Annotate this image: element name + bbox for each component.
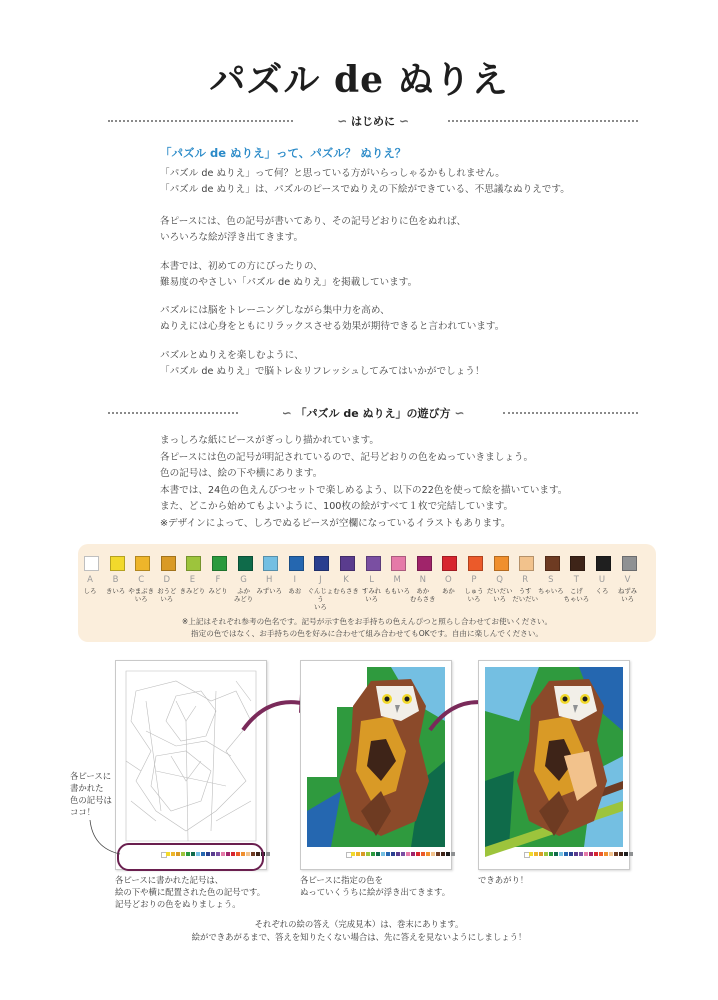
mini-color-swatch (371, 852, 375, 856)
color-name: しろ (83, 587, 97, 595)
color-swatch (545, 556, 560, 571)
intro-paragraph: 各ピースには、色の記号が書いてあり、その記号どおりに色をぬれば、 いろいろな絵が浮き出てきます。 (160, 216, 467, 243)
color-name: みずいろ (256, 587, 282, 595)
mini-color-swatch (376, 852, 380, 856)
color-swatch (417, 556, 432, 571)
flourish-icon: ∽ (337, 114, 348, 128)
step3-panel (478, 660, 630, 870)
color-name: あお (288, 587, 302, 595)
step2-caption: 各ピースに指定の色を ぬっていくうちに絵が浮き出てきます。 (300, 875, 451, 897)
color-swatch (622, 556, 637, 571)
step3-caption: できあがり！ (478, 875, 529, 885)
color-name: あか (442, 587, 455, 595)
intro-paragraph: パズルには脳をトレーニングしながら集中力を高め、 ぬりえには心身をともにリラックスさせる効果が期待できると言われています。 (160, 305, 505, 332)
color-name: あか むらさき (410, 587, 436, 603)
flourish-icon: ∽ (281, 406, 292, 420)
color-letter: A (87, 575, 93, 585)
color-letter: K (343, 575, 349, 585)
intro-paragraph: 本書では、初めての方にぴったりの、 難易度のやさしい「パズル de ぬりえ」を掲載しています。 (160, 261, 418, 288)
color-letter: B (112, 575, 119, 585)
color-letter: R (522, 575, 529, 585)
intro-paragraph: 「パズル de ぬりえ」って何？と思っている方がいらっしゃるかもしれません。 「パズル de ぬりえ」は、パズルのピースでぬりえの下絵ができている、不思議なぬりえです。 (160, 168, 570, 195)
color-name: きみどり (179, 587, 206, 595)
flourish-icon: ∽ (454, 406, 465, 420)
mini-color-swatch (361, 852, 365, 856)
color-name: くろ (595, 587, 609, 595)
mini-color-swatch (391, 852, 395, 856)
mini-color-swatch (554, 852, 558, 856)
mini-color-swatch (589, 852, 593, 856)
step1-caption: 各ピースに書かれた記号は、 絵の下や横に配置された色の記号です。 記号どおりの色をぬりましょう。 (115, 875, 266, 909)
mini-color-swatch (396, 852, 400, 856)
color-name: ちゃいろ (538, 587, 564, 595)
mini-color-swatch (584, 852, 588, 856)
color-swatch (314, 556, 329, 571)
color-name: おうど いろ (157, 587, 177, 603)
color-swatch (186, 556, 201, 571)
color-letter: O (445, 575, 452, 585)
color-letter: D (163, 575, 171, 585)
mini-color-swatch (624, 852, 628, 856)
color-swatch (340, 556, 355, 571)
mini-color-swatch (406, 852, 410, 856)
mini-color-swatch (534, 852, 538, 856)
color-letter: N (419, 575, 426, 585)
mini-color-swatch (266, 852, 270, 856)
color-name: むらさき (333, 587, 359, 595)
mini-color-swatch (529, 852, 533, 856)
color-letter: H (265, 575, 273, 585)
color-name: ふか みどり (234, 587, 254, 603)
color-swatch (238, 556, 253, 571)
color-name: うす だいだい (512, 587, 538, 603)
mini-color-swatch (366, 852, 370, 856)
color-swatch (263, 556, 278, 571)
mini-color-swatch (401, 852, 405, 856)
mini-color-swatch (544, 852, 548, 856)
intro-heading: はじめに (351, 115, 395, 128)
color-swatch (596, 556, 611, 571)
color-letter: T (573, 575, 579, 585)
mini-color-swatch (609, 852, 613, 856)
mini-color-swatch (451, 852, 455, 856)
color-name: こげ ちゃいろ (563, 587, 590, 603)
owl-complete-illustration (479, 661, 629, 869)
color-letter: E (189, 575, 196, 585)
color-letter: V (624, 575, 631, 585)
color-letter: P (471, 575, 477, 585)
callout-pointer (88, 818, 123, 858)
color-letter: Q (496, 575, 503, 585)
mini-color-swatch (386, 852, 390, 856)
color-swatch (161, 556, 176, 571)
mini-color-swatch (381, 852, 385, 856)
mini-color-swatch (599, 852, 603, 856)
key-highlight-ring (117, 843, 264, 871)
mini-color-swatch (619, 852, 623, 856)
mini-color-swatch (421, 852, 425, 856)
intro-subheading: 「パズル de ぬりえ」って、パズル？ ぬりえ？ (160, 146, 407, 160)
mini-color-swatch (574, 852, 578, 856)
color-name: ぐんじょう いろ (307, 587, 334, 611)
color-swatch (519, 556, 534, 571)
section-heading-intro (108, 113, 638, 129)
mini-color-swatch (539, 852, 543, 856)
mini-color-swatch (569, 852, 573, 856)
mini-color-swatch (604, 852, 608, 856)
mini-color-swatch (431, 852, 435, 856)
mini-color-swatch (416, 852, 420, 856)
mini-color-swatch (411, 852, 415, 856)
color-swatch (135, 556, 150, 571)
color-letter: G (240, 575, 247, 585)
color-name: やまぶき いろ (128, 587, 154, 603)
color-letter: L (369, 575, 374, 585)
palette-note: 指定の色ではなく、お手持ちの色を好みに合わせて組み合わせてもOKです。自由に楽しんでください。 (191, 629, 543, 638)
color-swatch (366, 556, 381, 571)
mini-color-swatch (549, 852, 553, 856)
color-letter: J (319, 575, 322, 585)
mini-color-swatch (579, 852, 583, 856)
color-letter: F (215, 575, 221, 585)
mini-color-swatch (441, 852, 445, 856)
color-letter: I (293, 575, 297, 585)
color-name: みどり (208, 587, 228, 595)
mini-color-swatch (356, 852, 360, 856)
color-swatch (391, 556, 406, 571)
mini-color-swatch (559, 852, 563, 856)
mini-color-swatch (564, 852, 568, 856)
palette-note: ※上記はそれぞれ参考の色名です。記号が示す色をお手持ちの色えんぴつと照らし合わせてお使いください。 (181, 617, 553, 626)
color-swatch (494, 556, 509, 571)
mini-color-swatch (614, 852, 618, 856)
howto-text: まっしろな紙にピースがぎっしり描かれています。 各ピースには色の記号が明記されているので、記号どおりの色をぬっていきましょう。 色の記号は、絵の下や横にあります。 本書では、24色の色えんぴつセットで楽しめるよう、以下の22色を使って絵を描いています。 また、どこから始めてもよいように、100枚の絵がすべて１枚で完結しています。 ※デザインによって、しろでぬるピースが空欄になっているイラストもあります。 (160, 435, 568, 529)
color-letter: U (598, 575, 606, 585)
mini-color-swatch (426, 852, 430, 856)
color-swatch (110, 556, 125, 571)
flourish-icon: ∽ (398, 114, 409, 128)
mini-color-swatch (594, 852, 598, 856)
color-swatch (442, 556, 457, 571)
color-letter: C (138, 575, 145, 585)
color-name: だいだい いろ (486, 587, 513, 603)
color-swatch (212, 556, 227, 571)
mini-color-swatch (436, 852, 440, 856)
mini-color-swatch (351, 852, 355, 856)
page-title: パズル de ぬりえ (209, 59, 509, 101)
color-swatch (570, 556, 585, 571)
color-name: ねずみ いろ (618, 587, 638, 603)
color-letter: S (548, 575, 554, 585)
color-name: きいろ (106, 587, 126, 595)
color-name: しゅう いろ (464, 587, 484, 603)
section-heading-howto (108, 405, 638, 421)
color-swatch (289, 556, 304, 571)
color-swatch (468, 556, 483, 571)
intro-paragraph: パズルとぬりえを楽しむように、 「パズル de ぬりえ」で脳トレ＆リフレッシュしてみてはいかがでしょう！ (160, 350, 485, 377)
color-swatch (84, 556, 99, 571)
color-name: ももいろ (384, 587, 410, 595)
mini-color-swatch (629, 852, 633, 856)
key-callout: 各ピースに 書かれた 色の記号は ココ！ (70, 771, 112, 817)
color-letter: M (393, 575, 401, 585)
color-name: すみれ いろ (362, 587, 382, 603)
color-palette (78, 544, 656, 642)
mini-color-swatch (446, 852, 450, 856)
answers-note: それぞれの絵の答え（完成見本）は、巻末にあります。 絵ができあがるまで、答えを知りたくない場合は、先に答えを見ないようにしましょう！ (191, 919, 527, 942)
howto-heading: 「パズル de ぬりえ」の遊び方 (295, 407, 451, 420)
